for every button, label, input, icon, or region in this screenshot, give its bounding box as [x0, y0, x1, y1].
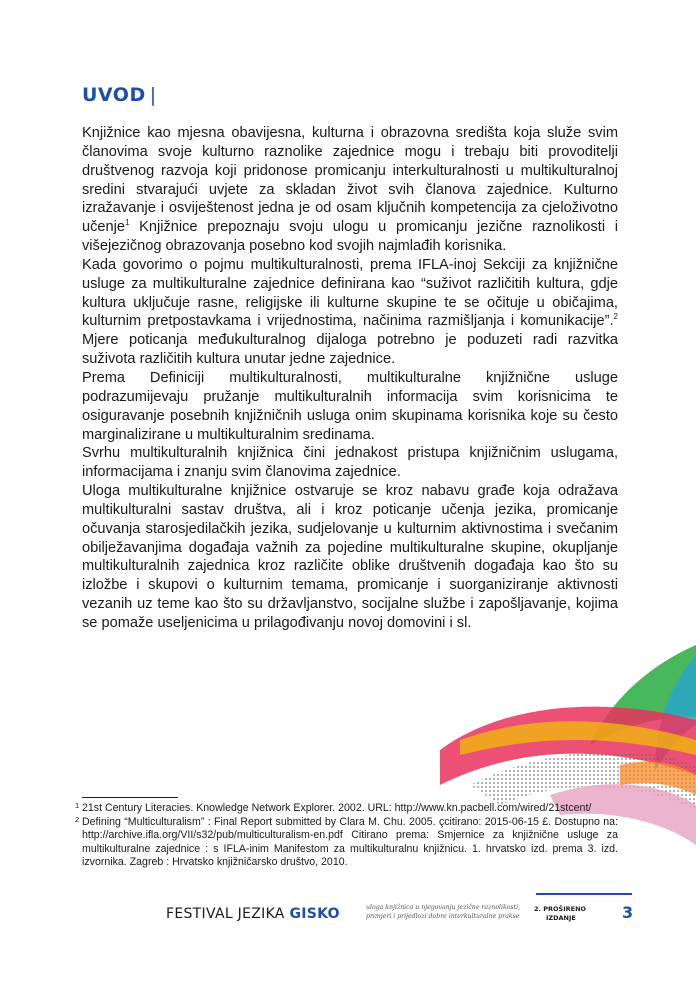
heading-separator: |: [149, 84, 157, 106]
footnote-text: 21st Century Literacies. Knowledge Network Explorer. 2002. URL: http://www.kn.pacbell.com/wired/21stcent/: [82, 802, 592, 814]
footnote-item: [75, 801, 618, 815]
footer-edition: 2. PROŠIRENO IZDANJE: [534, 905, 587, 922]
body-text: [82, 124, 618, 633]
footnote-number: 1: [75, 801, 80, 810]
footer-divider: [536, 893, 632, 895]
paragraph: Uloga multikulturalne knjižnice ostvaruje se kroz nabavu građe koja odražava multikulturalni sastav društva, ali i kroz poticanje učenja jezika, promicanje očuvanja starosjedilačkih jezika, sudjelovanje u kulturnim aktivnostima i svečanim obilježavanjima događaja važnih za pojedine multikulturalne skupine, okupljanje multikulturalnih zajednica kroz različite oblike društvenih događaja kao što su izložbe i skupovi o kulturnim temama, promicanje i suorganiziranje aktivnosti vezanih uz teme kao što su državljanstvo, socijalne službe i zapošljavanje, kojima se pomaže useljenicima u prilagođivanju novoj domovini i sl.: [82, 483, 618, 631]
paragraph: Kada govorimo o pojmu multikulturalnosti, prema IFLA-inoj Sekciji za knjižnične usluge za multikulturalne zajednice definirana kao “suživot različitih kultura, gdje kultura uključuje rasne, religijske ili kulturne skupine te se očituje u običajima, kulturnim pretpostavkama i vrijednostima, načinima razmišljanja i komunikacije”.$^2$ Mjere poticanja međukulturalnog dijaloga potrebno je poduzeti radi razvitka suživota različitih kultura unutar jedne zajednice.: [82, 256, 618, 368]
footnote-number: 2: [75, 815, 80, 825]
footnote-text: Defining “Multiculturalism” : Final Report submitted by Clara M. Chu. 2005. çcitirano: 2015-06-15 £. Dostupno na: http://archive.ifla.org/VII/s32/pub/multiculturalism-en.pdf Citirano prema: Smjernice za knjižnične usluge za multikulturalne zajednice : s IFLA-inim Manifestom za multikulturalnu knjižnicu. 1. hrvatsko izd. prema 3. izd. izvornika. Zagreb : Hrvatsko knjižničarsko društvo, 2010.: [82, 816, 618, 868]
footnote-ref[interactable]: 1: [125, 218, 130, 228]
footer-brand: GISKO: [289, 906, 340, 922]
footnote-item: [75, 815, 618, 869]
footnote-divider: [82, 797, 178, 798]
section-heading: [82, 84, 157, 106]
footer-tagline: uloga knjižnica u njegovanju jezične raznolikosti, primjeri i prijedlozi dobre interkulturalne prakse: [366, 904, 521, 920]
footnote-ref[interactable]: 2: [613, 312, 618, 322]
footnotes: [75, 801, 618, 870]
page-number: 3: [622, 903, 634, 922]
paragraph: Svrhu multikulturalnih knjižnica čini jednakost pristupa knjižničnim uslugama, informacijama i znanju svim članovima zajednice.: [82, 445, 618, 481]
heading-title: UVOD: [82, 84, 146, 106]
footer-festival-title: FESTIVAL JEZIKA GISKO: [166, 906, 340, 922]
paragraph: Prema Definiciji multikulturalnosti, multikulturalne knjižnične usluge podrazumijevaju pružanje multikulturalnih informacija svim korisnicima te osiguravanje posebnih knjižničnih usluga onim skupinama korisnika koje su često marginalizirane u multikulturalnim sredinama.: [82, 369, 618, 443]
paragraph: Knjižnice kao mjesna obavijesna, kulturna i obrazovna središta koja služe svim članovima svoje kulturno raznolike zajednice mogu i trebaju biti provoditelji društvenog razvoja koji pridonose promicanju interkulturalnosti u multikulturalnoj sredini stvarajući uvjete za skladan život svih članova zajednice. Kulturno izražavanje i osviještenost jedna je od osam ključnih kompetencija za cjeloživotno učenje$^1$ Knjižnice prepoznaju svoju ulogu u promicanju jezične raznolikosti i višejezičnog obrazovanja posebno kod svojih najmlađih korisnika.: [82, 125, 618, 255]
